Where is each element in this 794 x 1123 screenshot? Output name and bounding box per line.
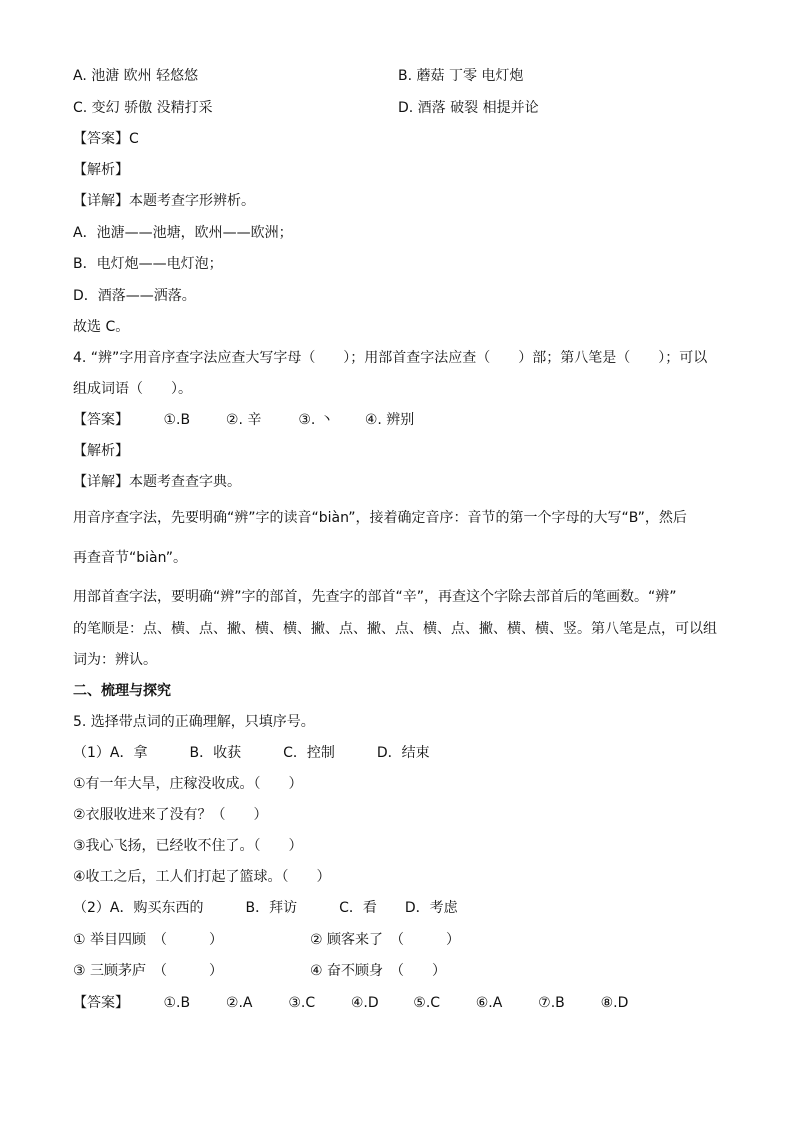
q4-answer-4: ④. 辨别 [364, 412, 415, 428]
q5-answer-2: ②.A [225, 995, 253, 1011]
answer-value: C [129, 131, 139, 147]
q5-sentence-1: ①有一年大旱，庄稼没收成。（ ） [73, 776, 303, 792]
q5-part1-options: （1）A．拿 B．收获 C．控制 D．结束 [73, 745, 430, 761]
q4-para1-line2: 再查音节“biàn”。 [73, 550, 187, 566]
q4-para2-line1: 用部首查字法，要明确“辨”字的部首，先查字的部首“辛”，再查这个字除去部首后的笔画数。“辨” [73, 589, 677, 605]
q5-sentence-3: ③我心飞扬，已经收不住了。（ ） [73, 838, 303, 854]
q3-detail: 【详解】本题考查字形辨析。 [73, 193, 255, 209]
q3-option-c: C. 变幻 骄傲 没精打采 [73, 100, 213, 116]
q3-analysis-label: 【解析】 [73, 162, 129, 178]
q3-option-a: A. 池溏 欧州 轻悠悠 [73, 68, 199, 84]
q4-answer-3: ③. 丶 [298, 412, 334, 428]
q3-option-b: B. 蘑菇 丁零 电灯炮 [398, 68, 524, 84]
q5-stem: 5. 选择带点词的正确理解，只填序号。 [73, 714, 315, 730]
q5-phrase-1: ① 举目四顾 （ ） [73, 932, 224, 948]
q5-answer-5: ⑤.C [413, 995, 441, 1011]
q4-para2-line2: 的笔顺是：点、横、点、撇、横、横、撇、点、撇、点、横、点、撇、横、横、竖。第八笔是点，可以组 [73, 621, 717, 637]
section-heading: 二、梳理与探究 [73, 683, 171, 699]
q3-option-d: D. 酒落 破裂 相提并论 [398, 100, 539, 116]
q5-phrase-4: ④ 奋不顾身 （ ） [310, 963, 447, 979]
q5-answer-3: ③.C [288, 995, 316, 1011]
q3-line-b: B．电灯炮——电灯泡； [73, 256, 223, 272]
q5-sentence-4: ④收工之后，工人们打起了篮球。（ ） [73, 869, 331, 885]
q3-line-d: D．酒落——洒落。 [73, 288, 196, 304]
q4-answer-1: ①.B [163, 412, 191, 428]
q4-analysis-label: 【解析】 [73, 443, 129, 459]
q5-answer-8: ⑧.D [600, 995, 629, 1011]
q4-para1-line1: 用音序查字法，先要明确“辨”字的读音“biàn”，接着确定音序：音节的第一个字母的大写“B”，然后 [73, 510, 687, 526]
q5-answer-1: ①.B [163, 995, 191, 1011]
q5-answer-6: ⑥.A [475, 995, 503, 1011]
answer-label: 【答案】 [73, 412, 129, 428]
q3-line-a: A．池溏——池塘，欧州——欧洲； [73, 225, 293, 241]
q3-answer [73, 129, 139, 149]
q4-stem-line1: 4. “辨”字用音序查字法应查大写字母（ ）；用部首查字法应查（ ）部；第八笔是（ ）；可以 [73, 350, 708, 366]
q5-part2-options: （2）A．购买东西的 B．拜访 C．看 D．考虑 [73, 900, 458, 916]
q4-answer-row [73, 410, 414, 430]
answer-label: 【答案】 [73, 995, 129, 1011]
q4-answer-2: ②. 辛 [225, 412, 262, 428]
q5-answer-7: ⑦.B [538, 995, 565, 1011]
q4-detail: 【详解】本题考查查字典。 [73, 474, 241, 490]
answer-label: 【答案】 [73, 131, 129, 147]
q5-answer-row [73, 993, 628, 1013]
q5-answer-4: ④.D [350, 995, 379, 1011]
q4-para2-line3: 词为：辨认。 [73, 652, 157, 668]
q5-phrase-2: ② 顾客来了 （ ） [310, 932, 461, 948]
q5-phrase-3: ③ 三顾茅庐 （ ） [73, 963, 224, 979]
q3-conclusion: 故选 C。 [73, 319, 130, 335]
q4-stem-line2: 组成词语（ ）。 [73, 381, 192, 397]
q5-sentence-2: ②衣服收进来了没有？（ ） [73, 807, 268, 823]
